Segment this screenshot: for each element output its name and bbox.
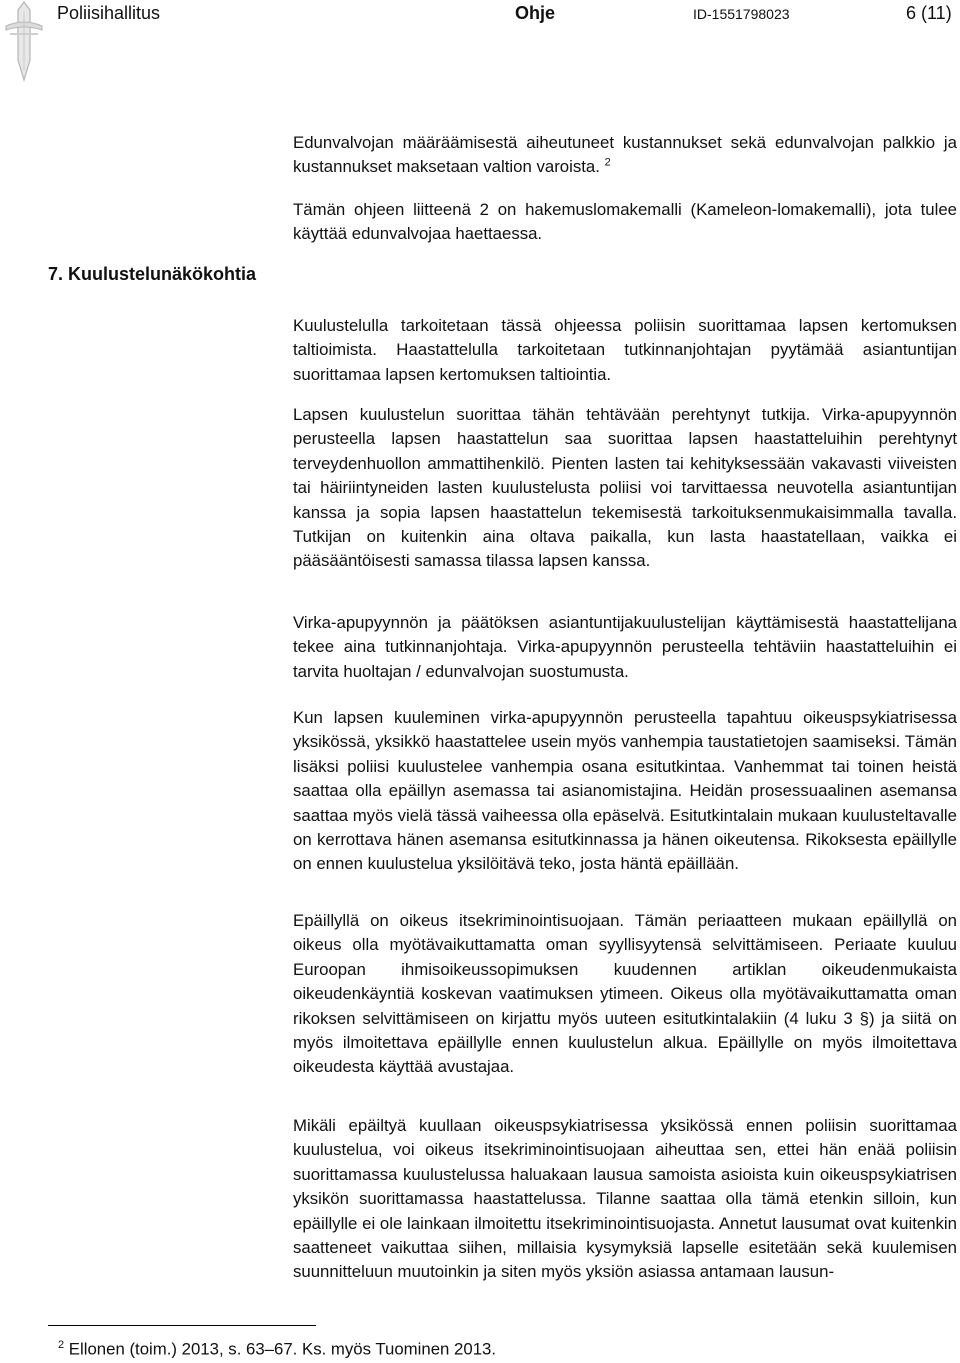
footnote-separator (48, 1325, 316, 1326)
organization-name: Poliisihallitus (57, 3, 161, 23)
section-heading: 7. Kuulustelunäkökohtia (48, 264, 257, 284)
footnote-number: 2 (58, 1339, 65, 1351)
paragraph-application-form: Tämän ohjeen liitteenä 2 on hakemuslomakemalli (Kameleon-lomakemalli), jota tulee käyttää edunvalvojaa haettaessa. (293, 200, 957, 244)
footnote (58, 1339, 496, 1360)
document-type: Ohje (515, 3, 556, 23)
paragraph-suspect-hearing: Mikäli epäiltyä kuullaan oikeuspsykiatrisessa yksikössä ennen poliisin suorittamaa kuulustelua, voi oikeus itsekriminointisuojaan aiheuttaa sen, ettei hän enää poliisin suorittamassa kuulustelussa haluakaan lausua samoista asioista kuin oikeuspsykiatrisen yksikön suorittamassa haastattelussa. Tilanne saattaa olla tämä etenkin silloin, kun epäillylle ei ole lainkaan ilmoitettu itsekriminointisuojasta. Annetut lausumat ovat kuitenkin saatteneet vaikuttaa siihen, millaisia kysymyksiä lapselle esitetään sekä kuulemisen suunnitteluun muutoinkin ja siten myös yksiön asiassa antamaan lausun- (293, 1116, 957, 1282)
police-sword-emblem-icon (0, 0, 48, 84)
page-number: 6 (11) (906, 3, 952, 23)
paragraph-interviewer: Lapsen kuulustelun suorittaa tähän tehtävään perehtynyt tutkija. Virka-apupyynnön perusteella lapsen haastattelun saa suorittaa lapsen haastatteluihin perehtynyt terveydenhuollon ammattihenkilö. Pienten lasten tai kehityksessään vakavasti viiveisten tai häiriintyneiden lasten kuulustelusta poliisi voi tarvittaessa neuvotella asiantuntijan kanssa ja sopia lapsen haastattelun tekemisestä tarkoituksenmukaisimmalla tavalla. Tutkijan on kuitenkin aina oltava paikalla, kun lasta haastatellaan, vaikka ei pääsääntöisesti samassa tilassa lapsen kanssa. (293, 405, 957, 571)
paragraph-psychiatric-unit: Kun lapsen kuuleminen virka-apupyynnön perusteella tapahtuu oikeuspsykiatrisessa yksikössä, yksikkö haastattelee usein myös vanhempia taustatietojen saamiseksi. Tämän lisäksi poliisi kuulustelee vanhempia osana esitutkintaa. Vanhemmat tai toinen heistä saattaa olla epäillyn asemassa tai asianomistajina. Heidän prosessuaalinen asemansa saattaa myös vielä tässä vaiheessa olla epäselvä. Esitutkintalain mukaan kuulusteltavalle on kerrottava hänen asemansa esitutkinnassa ja hänen oikeutensa. Rikoksesta epäillylle on ennen kuulustelua yksilöitävä teko, josta häntä epäillään. (293, 708, 957, 874)
document-id: ID-1551798023 (693, 6, 790, 22)
paragraph-interview-definition: Kuulustelulla tarkoitetaan tässä ohjeessa poliisin suorittamaa lapsen kertomuksen taltioimista. Haastattelulla tarkoitetaan tutkinnanjohtajan pyytämää asiantuntijan suorittamaa lapsen kertomuksen taltiointia. (293, 316, 957, 384)
paragraph-guardian-costs (293, 131, 957, 180)
paragraph-assistance-request: Virka-apupyynnön ja päätöksen asiantuntijakuulustelijan käyttämisestä haastattelijana tekee aina tutkinnanjohtaja. Virka-apupyynnön perusteella tehtäviin haastatteluihin ei tarvita huoltajan / edunvalvojan suostumusta. (293, 613, 957, 681)
page-header (0, 0, 960, 30)
paragraph-self-incrimination: Epäillyllä on oikeus itsekriminointisuojaan. Tämän periaatteen mukaan epäillyllä on oikeus olla myötävaikuttamatta oman syyllisyytensä selvittämiseen. Periaate kuuluu Euroopan ihmisoikeussopimuksen kuudennen artiklan oikeudenmukaista oikeudenkäyntiä koskevan vaatimuksen ytimeen. Oikeus olla myötävaikuttamatta oman rikoksen selvittämiseen on kirjattu myös uuteen esitutkintalakiin (4 luku 3 §) ja siitä on myös ilmoitettava epäillylle ennen kuulustelun alkua. Epäillylle on myös ilmoitettava oikeudesta käyttää avustajaa. (293, 911, 957, 1077)
footnote-text: Ellonen (toim.) 2013, s. 63–67. Ks. myös Tuominen 2013. (68, 1339, 497, 1359)
footnote-reference[interactable]: 2 (604, 156, 611, 169)
paragraph-text: Edunvalvojan määräämisestä aiheutuneet kustannukset sekä edunvalvojan palkkio ja kustannukset maksetaan valtion varoista. (293, 133, 957, 177)
